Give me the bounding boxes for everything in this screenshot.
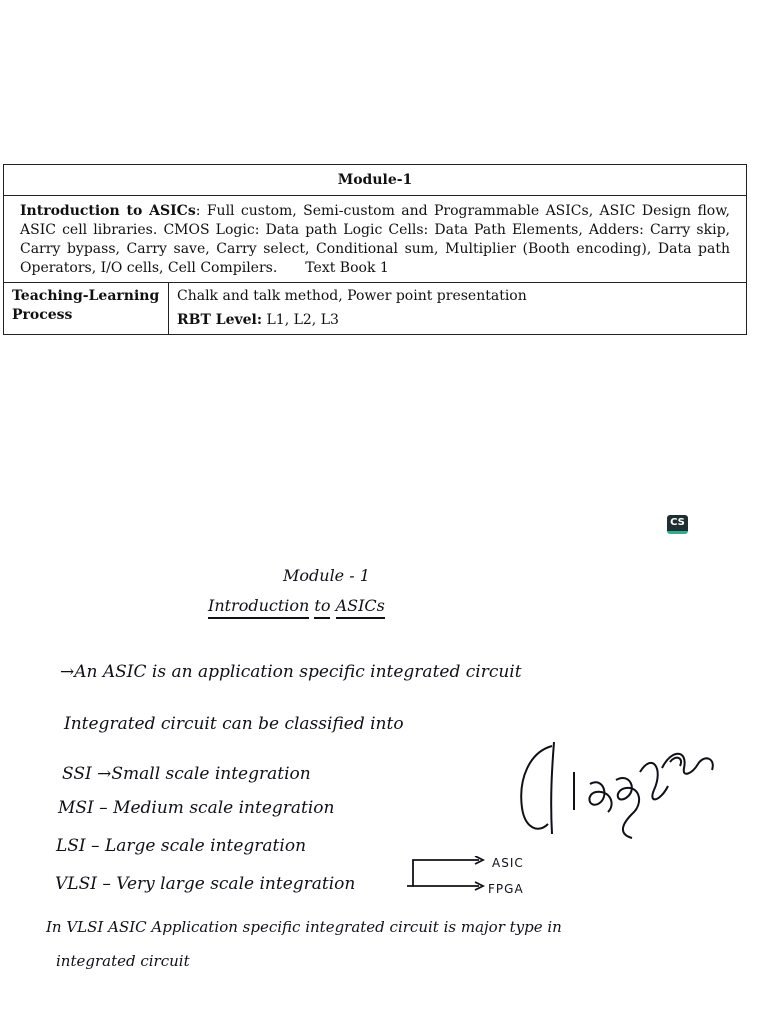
note-line-vlsi: VLSI – Very large scale integration <box>55 874 356 894</box>
module-content <box>4 196 747 283</box>
subtitle-word-asics: ASICs <box>336 596 385 619</box>
branch-fpga: FPGA <box>488 882 524 896</box>
teaching-learning-content <box>169 283 747 335</box>
notes-subtitle <box>208 596 385 615</box>
subtitle-word-introduction: Introduction <box>208 596 309 619</box>
note-line-asic-definition: →An ASIC is an application specific integrated circuit <box>60 662 522 682</box>
teaching-method: Chalk and talk method, Power point presentation <box>177 288 527 304</box>
rbt-label: RBT Level: <box>177 312 263 328</box>
note-line-msi: MSI – Medium scale integration <box>58 798 335 818</box>
notes-title: Module - 1 <box>283 566 370 585</box>
note-line-ssi: SSI →Small scale integration <box>62 764 311 784</box>
note-line-integrated-circuit: integrated circuit <box>56 952 190 970</box>
branch-asic: ASIC <box>492 856 524 870</box>
textbook-ref: Text Book 1 <box>305 260 389 276</box>
branch-arrows <box>405 856 495 896</box>
subtitle-word-to: to <box>314 596 330 619</box>
intro-text: : Full custom, Semi-custom and Programmable ASICs, ASIC Design flow, ASIC cell libraries. CMOS Logic: Data path Logic Cells: Data Path Elements, Adders: Carry skip, Carry bypass, Carry save, Carry select, Conditional sum, Multiplier (Booth encoding), Data path Operators, I/O cells, Cell Compilers. <box>20 203 730 276</box>
intro-heading: Introduction to ASICs <box>20 203 196 219</box>
module-heading: Module-1 <box>4 165 747 196</box>
handwritten-signature <box>512 738 727 848</box>
teaching-learning-label: Teaching-Learning Process <box>4 283 169 335</box>
syllabus-table <box>3 164 747 335</box>
camscanner-badge: CS <box>667 515 688 534</box>
note-line-vlsi-asic: In VLSI ASIC Application specific integrated circuit is major type in <box>46 918 562 936</box>
note-line-lsi: LSI – Large scale integration <box>56 836 307 856</box>
rbt-level-row <box>177 311 738 330</box>
note-line-classification: Integrated circuit can be classified into <box>64 714 404 734</box>
rbt-value: L1, L2, L3 <box>262 312 339 328</box>
